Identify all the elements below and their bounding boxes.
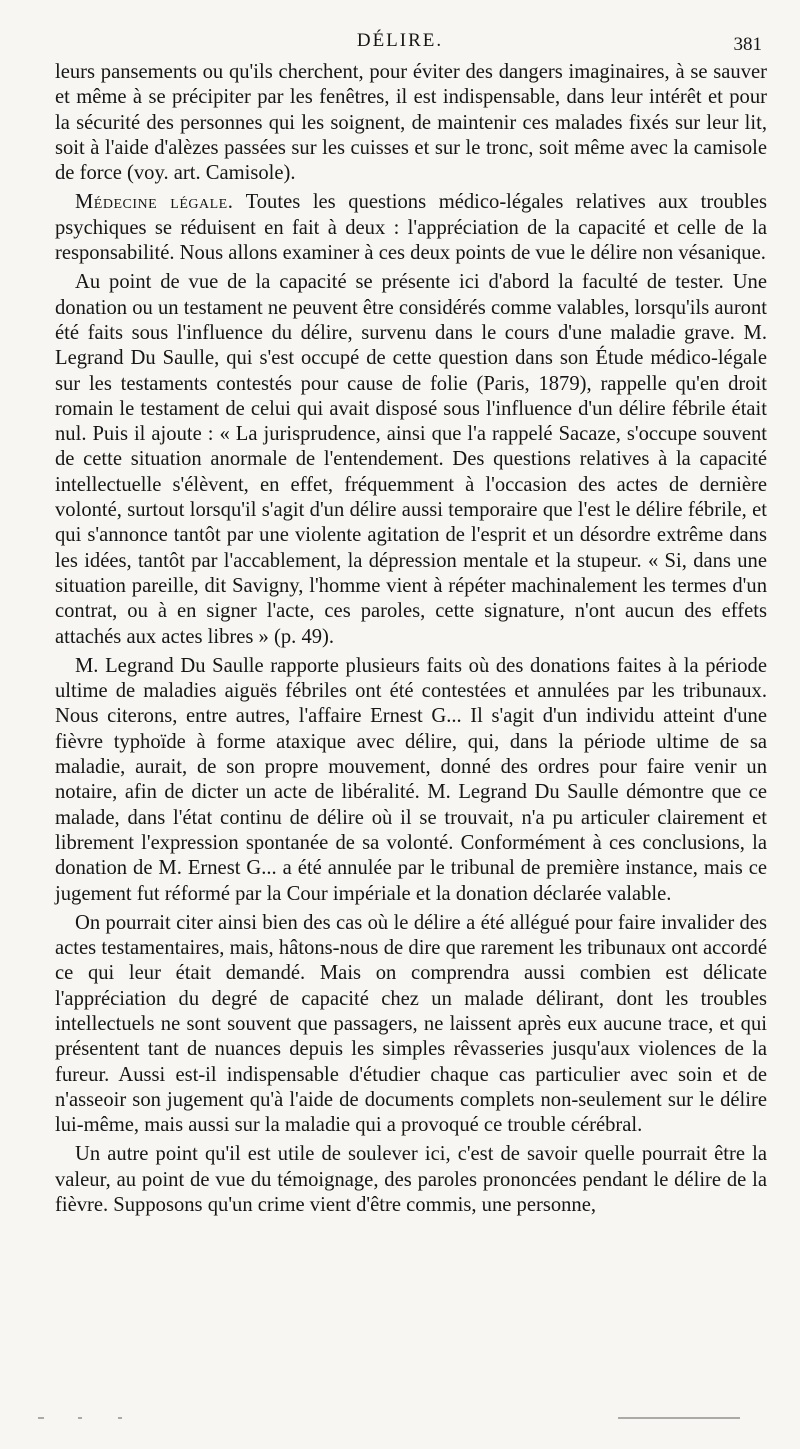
footer-mark bbox=[118, 1417, 122, 1419]
body-text bbox=[55, 60, 767, 1222]
paragraph-5: On pourrait citer ainsi bien des cas où le délire a été allégué pour faire invalider des actes testamentaires, mais, hâtons-nous de dire que rarement les tribunaux ont accordé ce qui leur était demandé. Mais on comprendra aussi combien est délicate l'appréciation du degré de capacité chez un malade délirant, dont les troubles intellectuels ne sont souvent que passagers, ne laissent après eux aucune trace, et qui présentent tant de nuances depuis les simples rêvasseries jusqu'aux violences de la fureur. Aussi est-il indispensable d'étudier chaque cas particulier avec soin et de n'asseoir son jugement qu'à l'aide de documents complets non-seulement sur le délire lui-même, mais aussi sur la maladie qui a provoqué ce trouble cérébral. bbox=[55, 911, 767, 1137]
paragraph-2-text: Toutes les questions médico-légales relatives aux troubles psychiques se réduisent en fait à deux : l'appréciation de la capacité et celle de la responsabilité. Nous allons examiner à ces deux points de vue le délire non vésanique. bbox=[55, 191, 767, 265]
footer-mark bbox=[618, 1417, 740, 1419]
paragraph-3: Au point de vue de la capacité se présente ici d'abord la faculté de tester. Une donation ou un testament ne peuvent être considérés comme valables, lorsqu'ils auront été faits sous l'influence du délire, survenu dans le cours d'une maladie grave. M. Legrand Du Saulle, qui s'est occupé de cette question dans son Étude médico-légale sur les testaments contestés pour cause de folie (Paris, 1879), rappelle qu'en droit romain le testament de celui qui avait disposé sous l'influence d'un délire fébrile était nul. Puis il ajoute : « La jurisprudence, ainsi que l'a rappelé Sacaze, s'occupe souvent de cette situation anormale de l'entendement. Des questions relatives à la capacité intellectuelle s'élèvent, en effet, fréquemment à l'occasion des actes de dernière volonté, surtout lorsqu'il s'agit d'un délire aussi temporaire que l'est le délire fébrile, et qui s'annonce tantôt par une violente agitation de l'esprit et un désordre extrême dans les idées, tantôt par l'accablement, la dépression mentale et la stupeur. « Si, dans une situation pareille, dit Savigny, l'homme vient à répéter machinalement les termes d'un contrat, ou à en signer l'acte, ces paroles, cette signature, n'ont aucun des effets attachés aux actes libres » (p. 49). bbox=[55, 271, 767, 648]
paragraph-4: M. Legrand Du Saulle rapporte plusieurs faits où des donations faites à la période ultime de maladies aiguës fébriles ont été contestées et annulées par les tribunaux. Nous citerons, entre autres, l'affaire Ernest G... Il s'agit d'un individu atteint d'une fièvre typhoïde à forme ataxique avec délire, qui, dans la période ultime de sa maladie, aurait, de son propre mouvement, donné des ordres pour faire venir un notaire, afin de dicter un acte de libéralité. M. Legrand Du Saulle démontre que ce malade, dans l'état continu de délire où il se trouvait, n'a pu articuler clairement et librement l'expression spontanée de sa volonté. Conformément à ces conclusions, la donation de M. Ernest G... a été annulée par le tribunal de première instance, mais ce jugement fut réformé par la Cour impériale et la donation déclarée valable. bbox=[55, 654, 767, 905]
scan-footer-marks bbox=[0, 1417, 800, 1423]
running-title: DÉLIRE. bbox=[356, 30, 444, 51]
footer-mark bbox=[38, 1417, 44, 1419]
paragraph-1: leurs pansements ou qu'ils cherchent, pour éviter des dangers imaginaires, à se sauver et même à se précipiter par les fenêtres, il est indispensable, dans leur intérêt et pour la sécurité des personnes qui les soignent, de maintenir ces malades fixés sur leur lit, soit à l'aide d'alèzes passées sur les cuisses et sur le tronc, soit même avec la camisole de force (voy. art. Camisole). bbox=[55, 61, 767, 185]
footer-mark bbox=[78, 1417, 82, 1419]
section-lead: Médecine légale. bbox=[75, 191, 234, 214]
paragraph-6: Un autre point qu'il est utile de soulever ici, c'est de savoir quelle pourrait être la valeur, au point de vue du témoignage, des paroles prononcées pendant le délire de la fièvre. Supposons qu'un crime vient d'être commis, une personne, bbox=[55, 1143, 767, 1217]
paragraph-2 bbox=[55, 190, 767, 266]
page-number: 381 bbox=[733, 34, 762, 55]
